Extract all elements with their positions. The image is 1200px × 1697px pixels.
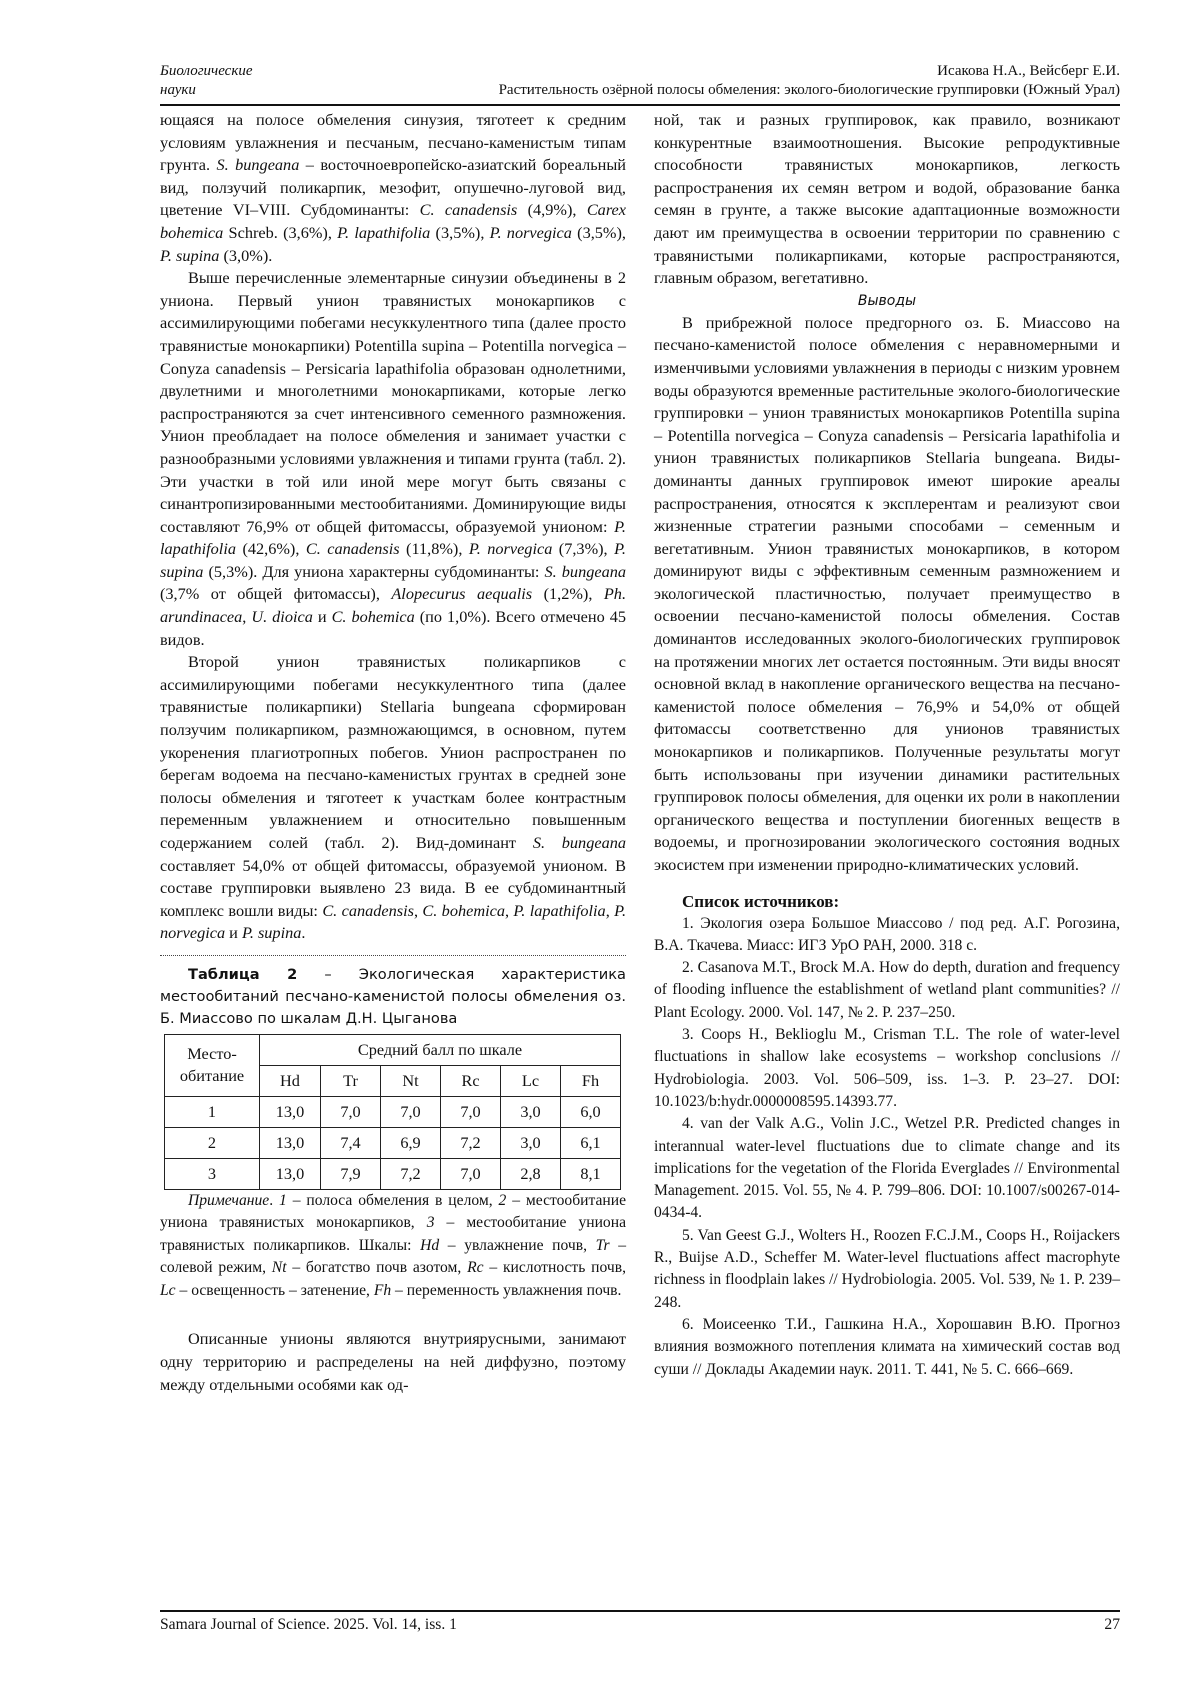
italic-term: P. lapathifolia: [160, 516, 626, 559]
italic-term: Ph. arundinacea: [160, 584, 627, 627]
text-run: (3,0%).: [219, 245, 273, 265]
italic-term: C. canadensis: [322, 900, 414, 920]
habitat-cell: 1: [165, 1096, 260, 1127]
italic-term: U. dioica: [251, 607, 313, 627]
reference-item: 6. Моисеенко Т.И., Гашкина Н.А., Хорошавин В.Ю. Прогноз влияния возможного потепления климата на химический состав вод суши // Доклады Академии наук. 2011. Т. 441, № 5. С. 666–669.: [654, 1315, 1120, 1378]
table-row: [165, 1158, 621, 1189]
column-header: Lc: [501, 1065, 561, 1096]
value-cell: 13,0: [260, 1158, 321, 1189]
text-run: – увлажнение почв,: [439, 1236, 596, 1254]
reference-item: 5. Van Geest G.J., Wolters H., Roozen F.C.J.M., Coops H., Roijackers R., Buijse A.D., Scheffer M. Water-level fluctuations affect macrophyte richness in floodplain lakes // Hydrobiologia. 2005. Vol. 539, № 1. P. 239–248.: [654, 1226, 1120, 1311]
page-number: 27: [1104, 1616, 1120, 1633]
italic-term: Alopecurus aequalis: [391, 584, 533, 604]
italic-term: Примечание: [188, 1191, 270, 1209]
italic-term: P. norvegica: [468, 539, 553, 559]
table-caption: [160, 964, 626, 1030]
value-cell: 7,9: [321, 1158, 381, 1189]
section-name-line1: Биологические: [160, 63, 253, 79]
text-run: и: [312, 607, 332, 627]
left-column: [160, 109, 626, 1396]
value-cell: 7,0: [441, 1158, 501, 1189]
italic-term: Lc: [160, 1281, 176, 1299]
column-header: Hd: [260, 1065, 321, 1096]
italic-term: Rc: [467, 1259, 484, 1277]
text-run: ,: [413, 900, 423, 920]
text-run: – богатство почв азотом,: [286, 1259, 468, 1277]
italic-term: P. lapathifolia: [337, 222, 431, 242]
dotted-separator: [160, 955, 626, 956]
italic-term: C. canadensis: [305, 539, 400, 559]
text-run: (по 1,0%). Всего отмечено 45 видов.: [160, 607, 627, 649]
ecology-table: [164, 1034, 621, 1190]
column-header: Tr: [321, 1065, 381, 1096]
text-run: (5,3%). Для униона характерны субдоминанты:: [203, 561, 545, 581]
value-cell: 3,0: [501, 1127, 561, 1158]
italic-term: P. norvegica: [160, 900, 627, 943]
text-run: .: [269, 1191, 280, 1209]
reference-item: 4. van der Valk A.G., Volin J.C., Wetzel P.R. Predicted changes in interannual water-level fluctuations due to climate change and its implications for the vegetation of the Florida Everglades // Environmental Management. 2015. Vol. 55, № 4. P. 799–806. DOI: 10.1007/s00267-014-0434-4.: [654, 1115, 1120, 1222]
habitat-cell: 3: [165, 1158, 260, 1189]
paragraph: Описанные унионы являются внутриярусными, занимают одну территорию и распределены на ней диффузно, поэтому между отдельными особями как од-: [160, 1329, 626, 1394]
text-run: Второй унион травянистых поликарпиков с ассимилирующими побегами несуккулентного типа (далее травянистые поликарпики) Stellaria bungeana сформирован ползучим поликарпиком, размножающимся, в основном, путем укоренения плагиотропных побегов. Унион распространен по берегам водоема на песчано-каменистых грунтах в средней зоне полосы обмеления и тяготеет к участкам более контрастным переменным увлажнением и относительно повышенным содержанием солей (табл. 2). Вид-доминант: [160, 652, 626, 852]
text-run: – полоса обмеления в целом,: [286, 1191, 499, 1209]
table-row: [165, 1127, 621, 1158]
italic-term: Nt: [271, 1259, 287, 1277]
text-run: (4,9%),: [517, 200, 587, 220]
value-cell: 7,2: [381, 1158, 441, 1189]
journal-page: [160, 60, 1120, 1660]
text-run: ,: [242, 607, 252, 627]
value-cell: 7,0: [321, 1096, 381, 1127]
italic-term: S. bungeana: [544, 561, 626, 581]
header-right: [499, 62, 1120, 100]
value-cell: 6,0: [561, 1096, 621, 1127]
text-run: – местообитание униона травянистых монокарпиков,: [160, 1191, 627, 1232]
text-run: (7,3%),: [552, 539, 615, 559]
reference-item: 2. Casanova M.T., Brock M.A. How do depth, duration and frequency of flooding influence the establishment of wetland plant communities? // Plant Ecology. 2000. Vol. 147, № 2. P. 237–250.: [654, 959, 1120, 1021]
table-header-group: Средний балл по шкале: [260, 1034, 621, 1065]
text-run: – местообитание униона травянистых поликарпиков. Шкалы:: [160, 1214, 626, 1254]
section-name: [160, 62, 280, 100]
text-run: (11,8%),: [399, 539, 469, 559]
italic-term: C. canadensis: [419, 200, 518, 220]
value-cell: 7,2: [441, 1127, 501, 1158]
text-run: и: [225, 923, 242, 943]
text-run: (1,2%),: [532, 584, 604, 604]
text-run: (3,7% от общей фитомассы),: [160, 584, 392, 604]
table-row: [165, 1096, 621, 1127]
text-run: (42,6%),: [236, 539, 306, 559]
reference-item: 3. Coops H., Beklioglu M., Crisman T.L. The role of water-level fluctuations in shallow lake ecosystems – workshop conclusions // Hydrobiologia. 2003. Vol. 506–509, iss. 1–3. P. 23–27. DOI: 10.1023/b:hydr.0000008595.14393.77.: [654, 1026, 1120, 1110]
paragraph: В прибрежной полосе предгорного оз. Б. Миассово на песчано-каменистой полосе обмеления с неравномерными и изменчивыми условиями увлажнения в периоды с низким уровнем воды образуются временные растительные эколого-биологические группировки – унион травянистых монокарпиков Potentilla supina – Potentilla norvegica – Conyza canadensis – Persicaria lapathifolia и унион травянистых поликарпиков Stellaria bungeana. Виды-доминанты данных группировок имеют широкие ареалы распространения, относятся к эксплерентам и реализуют свои жизненные стратегии разными способами – семенным и вегетативным. Унион травянистых монокарпиков, в котором доминируют виды с эффективным семенным размножением и экологической пластичностью, получает преимущество в освоении песчано-каменистой полосы обмеления. Состав доминантов исследованных эколого-биологических группировок на протяжении многих лет остается постоянным. Эти виды вносят основной вклад в накопление органического вещества на песчано-каменистой полосе обмеления – 76,9% и 54,0% от общей фитомассы соответственно для унионов травянистых монокарпиков и поликарпиков. Полученные результаты могут быть использованы при изучении динамики растительных группировок полосы обмеления, для оценки их роли в накоплении органического вещества и поступлении биогенных веществ в водоемы, и прогнозировании экологического состояния водных экосистем при изменении природно-климатических условий.: [654, 312, 1120, 874]
value-cell: 13,0: [260, 1127, 321, 1158]
value-cell: 13,0: [260, 1096, 321, 1127]
text-run: – кислотность почв,: [483, 1259, 626, 1277]
italic-term: Hd: [420, 1236, 440, 1254]
value-cell: 6,9: [381, 1127, 441, 1158]
text-run: (3,5%),: [571, 222, 626, 242]
italic-term: Fh: [373, 1281, 392, 1299]
section-title-conclusions: Выводы: [857, 292, 917, 309]
text-run: Выше перечисленные элементарные синузии объединены в 2 униона. Первый унион травянистых монокарпиков с ассимилирующими побегами несуккулентного типа (далее просто травянистые монокарпики) Potentilla supina – Potentilla norvegica – Conyza canadensis – Persicaria lapathifolia образован однолетними, двулетними и многолетними монокарпиками, которые легко распространяются за счет интенсивного семенного размножения. Унион преобладает на полосе обмеления и занимает участки с разнообразными условиями увлажнения и типами грунта (табл. 2). Эти участки в той или иной мере могут быть связаны с синантропизированными местообитаниями. Доминирующие виды составляют 76,9% от общей фитомассы, образуемой унионом:: [160, 268, 626, 536]
text-run: – освещенность – затенение,: [175, 1281, 374, 1299]
italic-term: Carex bohemica: [160, 200, 626, 242]
references-list: [654, 913, 1120, 1381]
value-cell: 7,4: [321, 1127, 381, 1158]
table-caption-text: – Экологическая характеристика местообитаний песчано-каменистой полосы обмеления оз. Б. Миассово по шкалам Д.Н. Цыганова: [160, 965, 626, 1027]
text-run: – переменность увлажнения почв.: [391, 1281, 622, 1299]
paragraph: [160, 651, 626, 945]
italic-term: S. bungeana: [532, 833, 626, 852]
text-run: .: [301, 923, 306, 943]
italic-term: Tr: [595, 1236, 610, 1254]
italic-term: P. supina: [160, 539, 626, 581]
column-header: Rc: [441, 1065, 501, 1096]
text-run: ,: [504, 900, 514, 920]
habitat-cell: 2: [165, 1127, 260, 1158]
italic-term: P. norvegica: [489, 222, 572, 242]
italic-term: C. bohemica: [422, 900, 505, 920]
value-cell: 7,0: [381, 1096, 441, 1127]
right-column: [654, 109, 1120, 1381]
italic-term: 3: [426, 1214, 435, 1232]
running-footer: [160, 1610, 1120, 1633]
header-authors: Исакова Н.А., Вейсберг Е.И.: [937, 63, 1120, 79]
italic-term: 2: [498, 1191, 507, 1209]
running-header: [160, 60, 1120, 106]
value-cell: 2,8: [501, 1158, 561, 1189]
table-caption-label: Таблица 2: [188, 965, 298, 983]
journal-citation: Samara Journal of Science. 2025. Vol. 14, iss. 1: [160, 1616, 457, 1633]
text-run: (3,5%),: [430, 222, 490, 242]
italic-term: C. bohemica: [331, 607, 415, 627]
text-run: составляет 54,0% от общей фитомассы, образуемой унионом. В составе группировки выявлено 23 вида. В ее субдоминантный комплекс вошли виды:: [160, 855, 626, 920]
text-run: – солевой режим,: [160, 1236, 626, 1277]
text-run: ющаяся на полосе обмеления синузия, тяготеет к средним условиям увлажнения и песчаным, песчано-каменистым типам грунта.: [160, 110, 626, 175]
references-title: Список источников:: [682, 891, 840, 911]
column-header: Nt: [381, 1065, 441, 1096]
header-article-title: Растительность озёрной полосы обмеления: эколого-биологические группировки (Южный Урал): [498, 82, 1120, 98]
value-cell: 6,1: [561, 1127, 621, 1158]
paragraph: ной, так и разных группировок, как правило, возникают конкурентные взаимоотношения. Высокие репродуктивные способности травянистых монокарпиков, легкость распространения их семян ветром и водой, образование банка семян в грунте, а также высокие адаптационные возможности дают им преимущества в освоении территории по сравнению с травянистыми поликарпиками, которые распространяются, главным образом, вегетативно.: [654, 110, 1120, 288]
value-cell: 8,1: [561, 1158, 621, 1189]
reference-item: 1. Экология озера Большое Миассово / под ред. А.Г. Рогозина, В.А. Ткачева. Миасс: ИГЗ УрО РАН, 2000. 318 с.: [654, 914, 1120, 954]
text-run: Schreb. (3,6%),: [223, 222, 338, 242]
text-run: – восточноевропейско-азиатский бореальный вид, ползучий поликарпик, мезофит, опушечно-луговой вид, цветение VI–VIII. Субдоминанты:: [160, 155, 627, 220]
paragraph: [160, 267, 626, 651]
value-cell: 3,0: [501, 1096, 561, 1127]
paragraph: [160, 109, 626, 267]
value-cell: 7,0: [441, 1096, 501, 1127]
table-note: [160, 1190, 626, 1303]
italic-term: P. supina: [241, 923, 302, 943]
section-name-line2: науки: [160, 82, 196, 98]
table-header-habitat: Место-обитание: [165, 1034, 260, 1096]
italic-term: S. bungeana: [216, 155, 300, 175]
italic-term: P. supina: [160, 245, 220, 265]
text-run: ,: [605, 900, 615, 920]
italic-term: P. lapathifolia: [513, 900, 606, 920]
column-header: Fh: [561, 1065, 621, 1096]
italic-term: 1: [279, 1191, 287, 1209]
